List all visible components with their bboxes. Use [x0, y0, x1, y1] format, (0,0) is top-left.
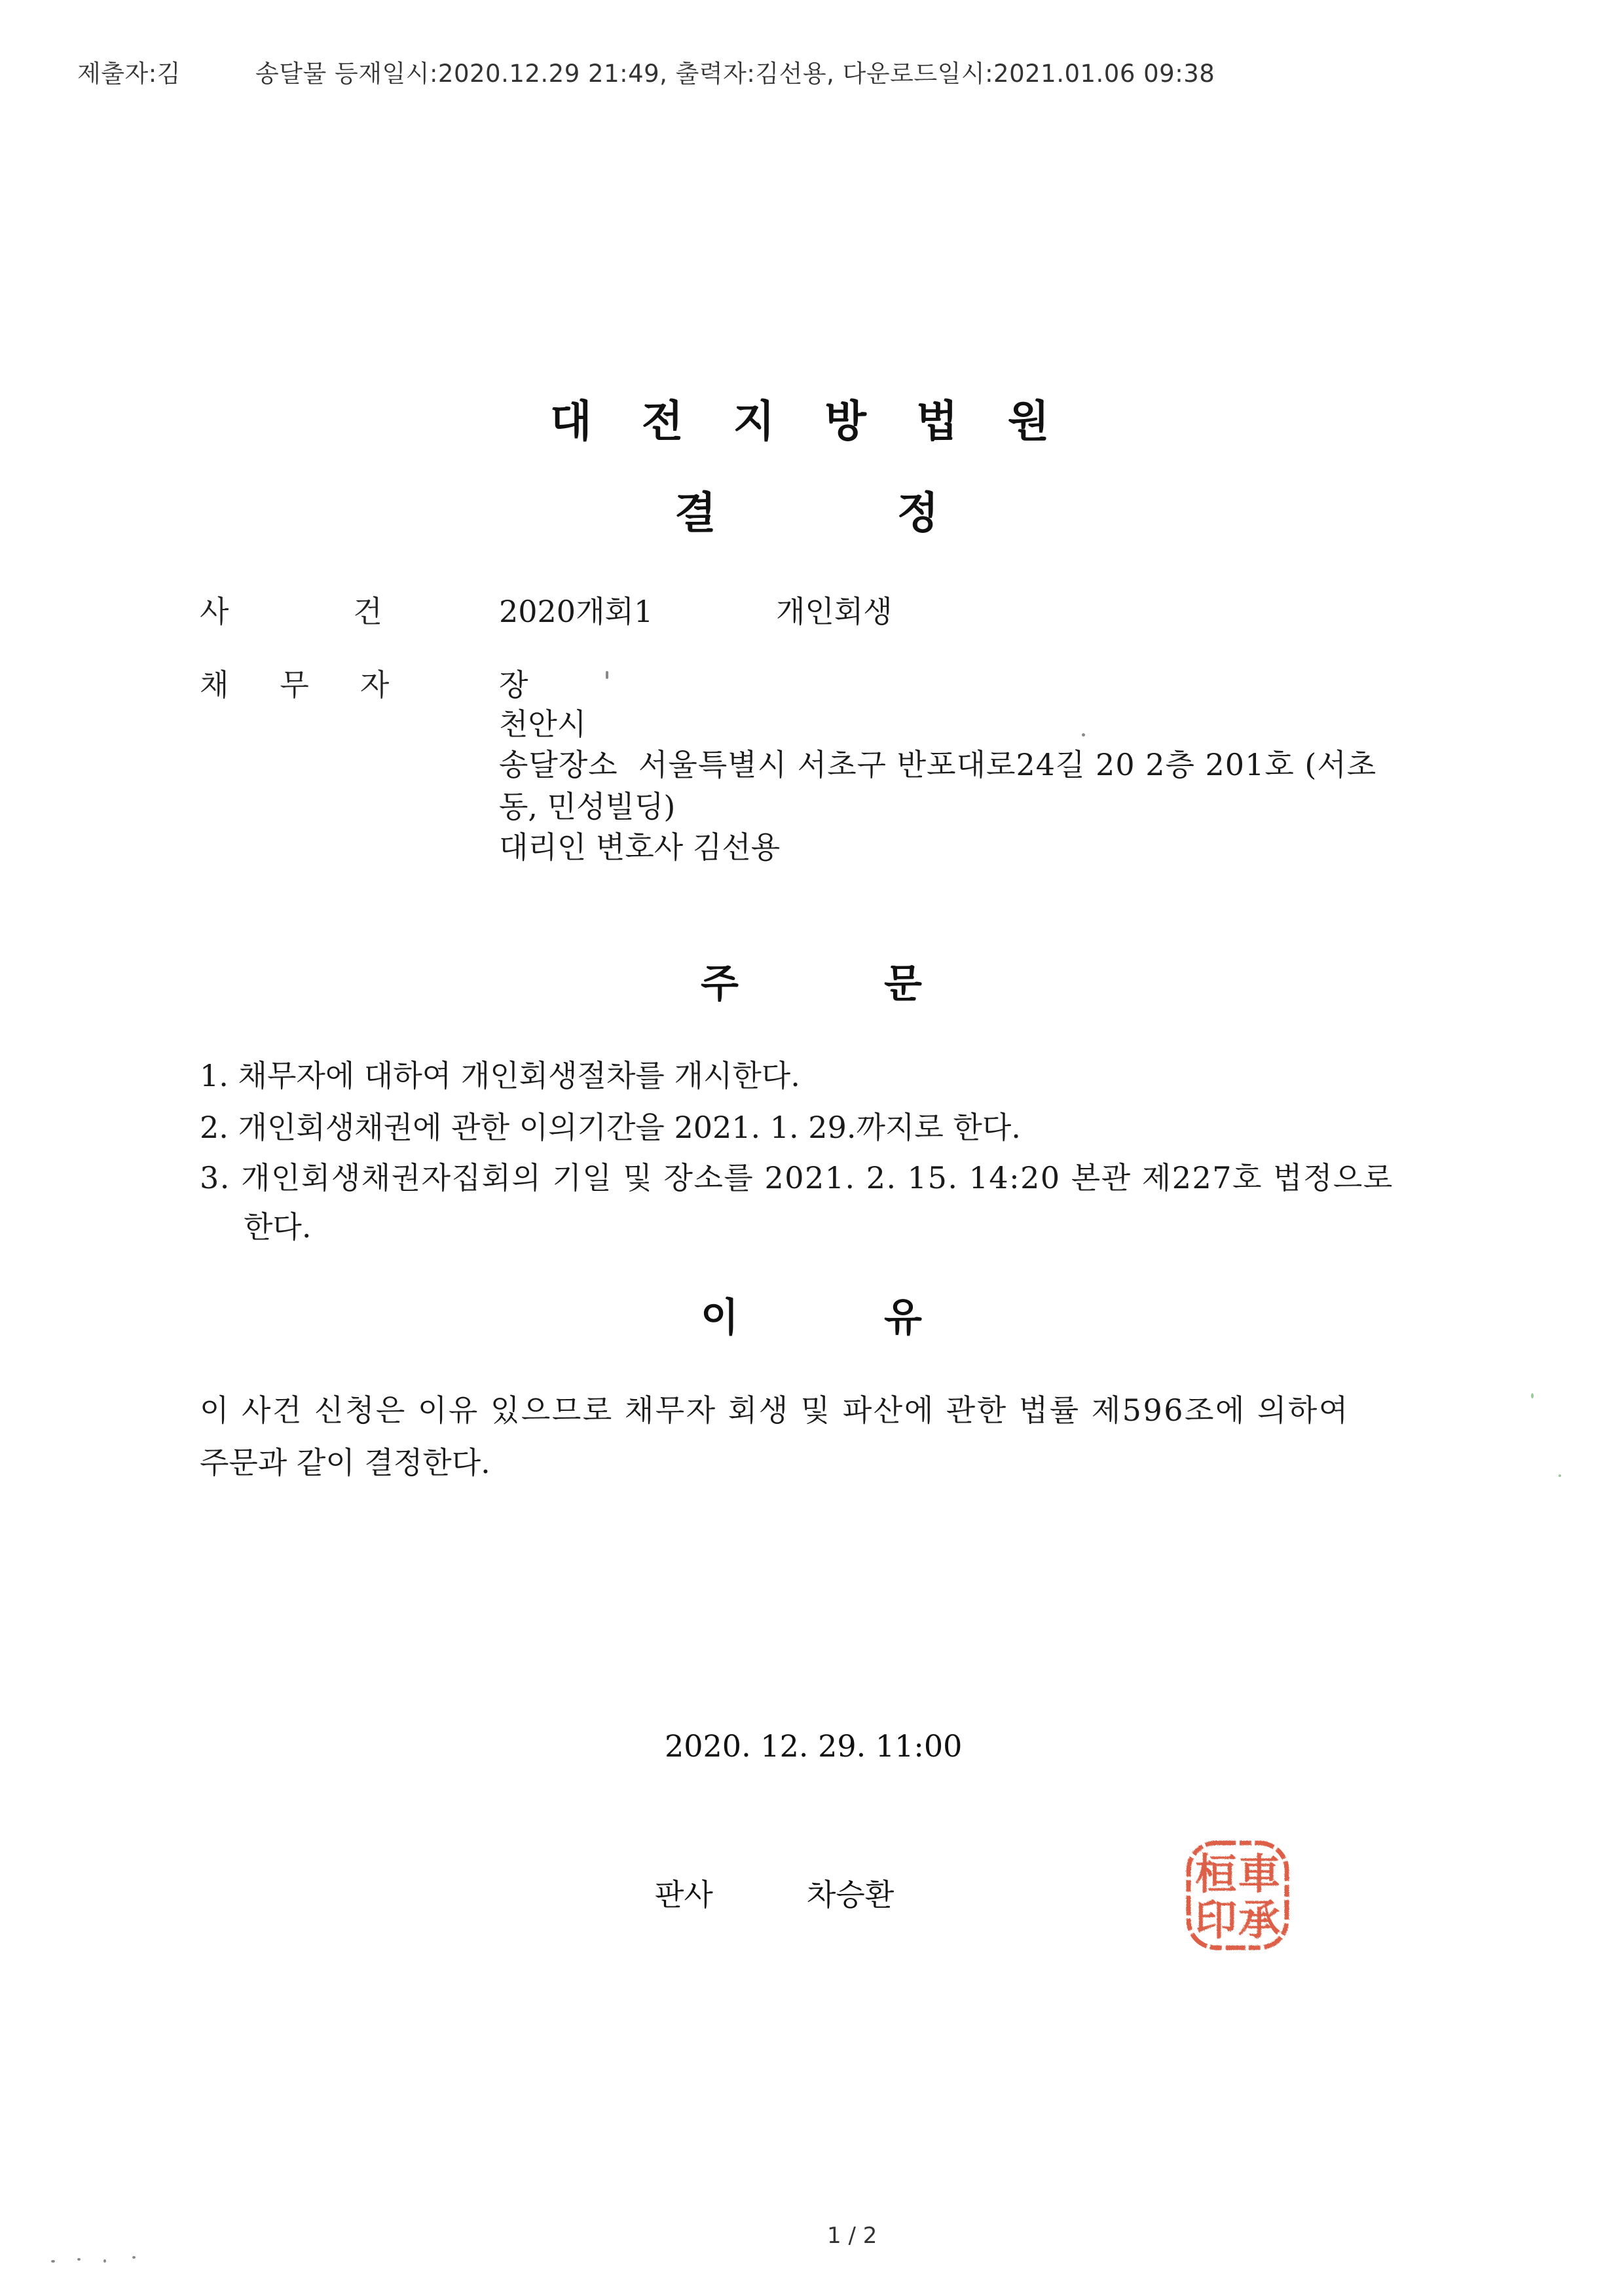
scan-speck — [132, 2256, 136, 2259]
reason-line-2: 주문과 같이 결정한다. — [200, 1445, 490, 1480]
debtor-city: 천안시 — [499, 706, 587, 742]
scan-speck — [103, 2259, 106, 2263]
order-item-3-continued: 한다. — [244, 1209, 312, 1245]
debtor-address-line1: 송달장소 서울특별시 서초구 반포대로24길 20 2층 201호 (서초 — [499, 747, 1377, 782]
scan-speck — [1531, 1393, 1534, 1398]
order-item-3: 3. 개인회생채권자집회의 기일 및 장소를 2021. 2. 15. 14:20 본관 제227호 법정으로 — [200, 1160, 1393, 1195]
order-item-1: 1. 채무자에 대하여 개인회생절차를 개시한다. — [200, 1058, 800, 1093]
scan-speck — [51, 2260, 55, 2263]
order-heading: 주문 — [701, 961, 1067, 1007]
case-number: 2020개회1 — [499, 594, 654, 629]
judge-name: 차승환 — [807, 1877, 895, 1912]
seal-char-3: 桓 — [1195, 1850, 1237, 1899]
decision-date: 2020. 12. 29. 11:00 — [665, 1728, 963, 1764]
page-number: 1 / 2 — [827, 2223, 877, 2249]
scan-speck — [606, 671, 608, 679]
scan-speck — [77, 2258, 81, 2261]
reason-heading: 이유 — [701, 1295, 1067, 1341]
seal-char-4: 印 — [1195, 1896, 1237, 1945]
scan-speck — [1559, 1474, 1561, 1477]
debtor-name: 장 — [499, 667, 528, 702]
reason-line-1: 이 사건 신청은 이유 있으므로 채무자 회생 및 파산에 관한 법률 제596조에 의하여 — [200, 1393, 1350, 1428]
scan-speck — [1082, 733, 1085, 737]
court-name: 대전지방법원 — [550, 396, 1099, 446]
header-submitter: 제출자:김 — [77, 60, 181, 88]
order-item-2: 2. 개인회생채권에 관한 이의기간을 2021. 1. 29.까지로 한다. — [200, 1110, 1021, 1145]
judge-title: 판사 — [655, 1877, 713, 1912]
debtor-address-line2: 동, 민성빌딩) — [499, 789, 676, 824]
debtor-label: 채무자 — [200, 667, 441, 702]
seal-char-2: 承 — [1238, 1896, 1280, 1945]
document-title: 결정 — [674, 488, 1120, 538]
seal-char-1: 車 — [1238, 1850, 1280, 1899]
judge-seal-stamp — [1182, 1836, 1293, 1954]
case-type: 개인회생 — [776, 594, 893, 629]
header-delivery-info: 송달물 등재일시:2020.12.29 21:49, 출력자:김선용, 다운로드일시:2021.01.06 09:38 — [255, 60, 1215, 88]
case-label: 사건 — [200, 594, 507, 629]
debtor-agent: 대리인 변호사 김선용 — [499, 829, 781, 865]
